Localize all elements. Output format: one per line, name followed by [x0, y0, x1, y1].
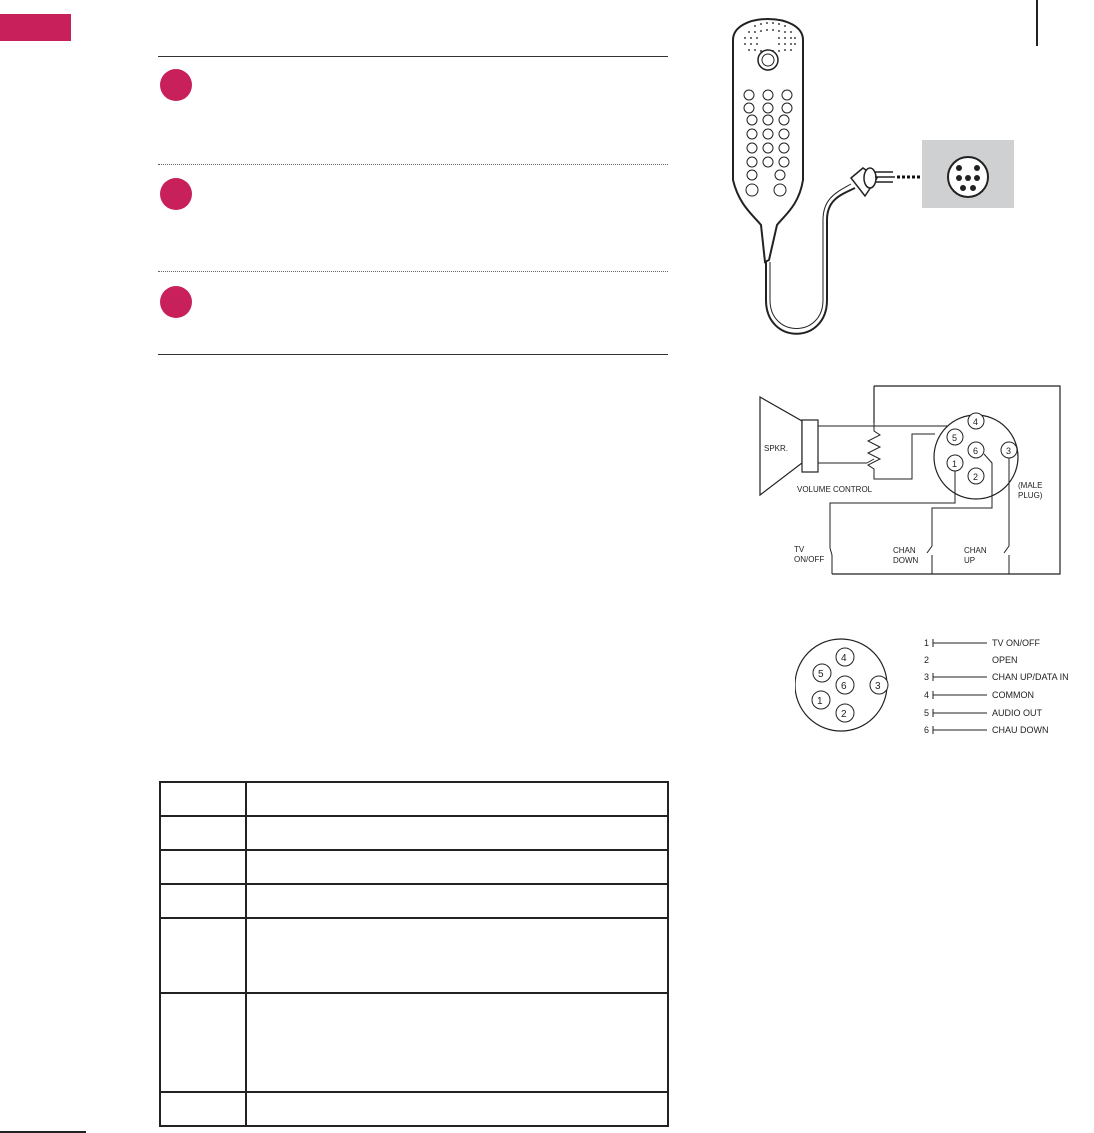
- legend-pin-5-num: 5: [924, 708, 930, 718]
- pin-1: 1: [952, 459, 958, 469]
- step-2-marker: [160, 178, 192, 210]
- pin-6: 6: [841, 681, 847, 692]
- legend-pin-1-num: 1: [924, 638, 930, 648]
- pinout-diagram: [795, 630, 1085, 740]
- table-cell: [160, 782, 246, 816]
- steps-divider-1: [158, 164, 668, 165]
- table-cell: [246, 816, 668, 850]
- table-cell: [160, 993, 246, 1092]
- legend-pin-4-num: 4: [924, 690, 930, 700]
- table-row: [160, 1092, 668, 1126]
- legend-pin-3-label: CHAN UP/DATA IN: [992, 672, 1069, 682]
- pin-4: 4: [841, 653, 847, 664]
- steps-bottom-rule: [158, 354, 668, 355]
- legend-pin-6-label: CHAU DOWN: [992, 725, 1049, 735]
- step-1-marker: [160, 69, 192, 101]
- pin-2: 2: [841, 709, 847, 720]
- switch-down-label-line2: DOWN: [893, 556, 919, 565]
- legend-pin-2-label: OPEN: [992, 655, 1018, 665]
- volume-label: VOLUME CONTROL: [797, 485, 873, 494]
- pin-2: 2: [973, 472, 979, 482]
- plug-label: (MALE: [1018, 481, 1043, 490]
- connector-socket-icon: [922, 140, 1014, 208]
- table-cell: [246, 918, 668, 993]
- pin-6: 6: [973, 446, 979, 456]
- legend-pin-3-num: 3: [924, 672, 930, 682]
- table-row: [160, 993, 668, 1092]
- section-tab-marker: [0, 14, 71, 41]
- table-cell: [246, 1092, 668, 1126]
- page-edge-rule: [1036, 0, 1038, 46]
- table-cell: [160, 816, 246, 850]
- legend-pin-4-label: COMMON: [992, 690, 1034, 700]
- pin-1: 1: [817, 696, 823, 707]
- pin-5: 5: [818, 669, 824, 680]
- table-row: [160, 816, 668, 850]
- table-cell: [160, 918, 246, 993]
- table-row: [160, 782, 668, 816]
- switch-up-label: CHAN: [964, 546, 987, 555]
- table-cell: [246, 782, 668, 816]
- wiring-schematic: [752, 383, 1064, 578]
- steps-divider-2: [158, 271, 668, 272]
- switch-tv-label-line2: ON/OFF: [794, 555, 825, 564]
- table-cell: [160, 884, 246, 918]
- legend-pin-2-num: 2: [924, 655, 930, 665]
- plug-label-line2: PLUG): [1018, 491, 1043, 500]
- pin-3: 3: [1006, 446, 1012, 456]
- pillow-speaker-handset-icon: [715, 0, 1025, 345]
- pin-3: 3: [875, 681, 881, 692]
- pin-5: 5: [952, 433, 958, 443]
- switch-up-label-line2: UP: [964, 556, 976, 565]
- step-3-marker: [160, 286, 192, 318]
- table-cell: [160, 850, 246, 884]
- legend-pin-6-num: 6: [924, 725, 930, 735]
- spec-table: [159, 781, 669, 1127]
- table-cell: [246, 884, 668, 918]
- table-cell: [160, 1092, 246, 1126]
- switch-down-label: CHAN: [893, 546, 916, 555]
- switch-tv-label: TV: [794, 545, 805, 554]
- legend-pin-1-label: TV ON/OFF: [992, 638, 1040, 648]
- table-cell: [246, 850, 668, 884]
- table-row: [160, 918, 668, 993]
- table-cell: [246, 993, 668, 1092]
- pin-4: 4: [973, 417, 979, 427]
- steps-top-rule: [158, 56, 668, 57]
- table-row: [160, 850, 668, 884]
- table-row: [160, 884, 668, 918]
- connector-plug-icon: [851, 168, 895, 196]
- speaker-label: SPKR.: [764, 444, 789, 453]
- legend-pin-5-label: AUDIO OUT: [992, 708, 1043, 718]
